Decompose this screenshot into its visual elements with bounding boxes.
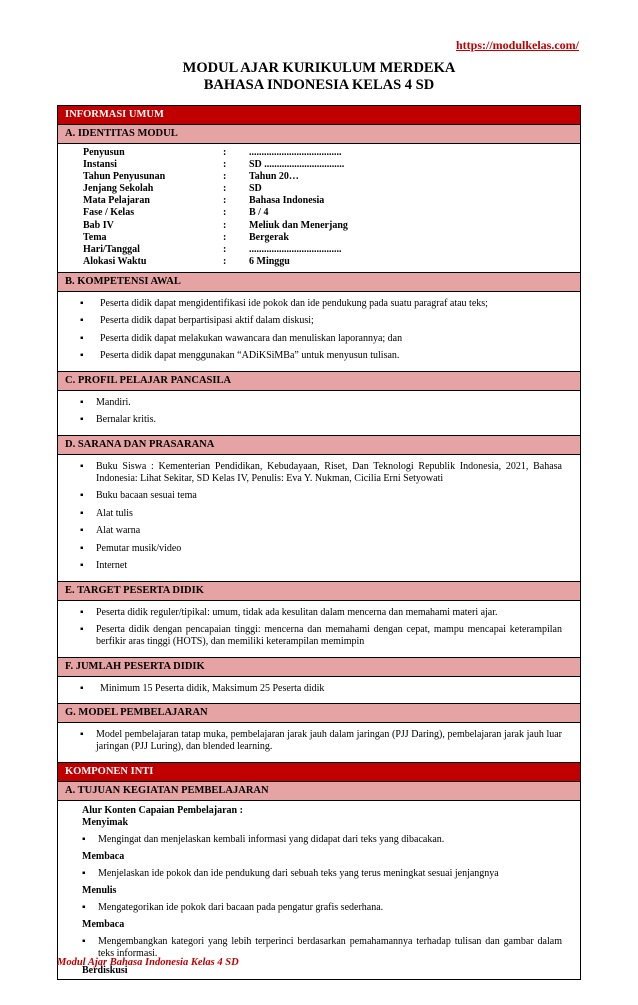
list-item: ▪ Buku Siswa : Kementerian Pendidikan, Kebudayaan, Riset, Dan Teknologi Republik Indonesia, 2021, Bahasa Indonesia: Lihat Sekitar, SD Kelas IV, Penulis: Eva Y. Nukman, Cicilia Erni Setyowati bbox=[80, 461, 562, 485]
list-item: ▪ Internet bbox=[80, 560, 562, 572]
identitas-table bbox=[58, 144, 580, 273]
site-url-link[interactable]: https://modulkelas.com/ bbox=[455, 38, 579, 52]
tujuan-body bbox=[58, 801, 580, 979]
sarana-list bbox=[58, 455, 580, 581]
membaca2-item: ▪ Mengembangkan kategori yang lebih terperinci berdasarkan pemahamannya terhadap tulisan dan gambar dalam teks informasi. bbox=[82, 936, 562, 960]
profil-body bbox=[58, 391, 580, 436]
identitas-value: ..................................... bbox=[249, 147, 342, 158]
model-heading: G. MODEL PEMBELAJARAN bbox=[58, 704, 580, 723]
jumlah-body bbox=[58, 677, 580, 705]
identitas-row bbox=[83, 220, 580, 232]
profil-heading: C. PROFIL PELAJAR PANCASILA bbox=[58, 372, 580, 391]
identitas-colon: : bbox=[223, 243, 227, 255]
identitas-value: B / 4 bbox=[249, 207, 269, 219]
alur-label: Alur Konten Capaian Pembelajaran : bbox=[82, 804, 243, 816]
kompetensi-heading: B. KOMPETENSI AWAL bbox=[58, 273, 580, 292]
identitas-value: Tahun 20… bbox=[249, 171, 299, 183]
identitas-value: 6 Minggu bbox=[249, 255, 290, 267]
list-item: ▪ Model pembelajaran tatap muka, pembelajaran jarak jauh dalam jaringan (PJJ Daring), pembelajaran jarak jauh luar jaringan (PJJ Luring), dan blended learning. bbox=[80, 729, 562, 753]
list-item: ▪ Peserta didik dapat melakukan wawancara dan menuliskan laporannya; dan bbox=[80, 333, 562, 345]
menyimak-label: Menyimak bbox=[82, 816, 129, 828]
identitas-colon: : bbox=[223, 147, 227, 158]
identitas-value: ..................................... bbox=[249, 243, 342, 255]
list-item: ▪ Peserta didik dengan pencapaian tinggi: mencerna dan memahami dengan cepat, mampu mencapai keterampilan berfikir aras tinggi (HOTS), dan memiliki keterampilan memimpin bbox=[80, 624, 562, 648]
identitas-value: SD ................................ bbox=[249, 159, 345, 171]
identitas-key: Hari/Tanggal bbox=[83, 243, 140, 255]
identitas-row bbox=[83, 147, 580, 159]
sarana-body bbox=[58, 455, 580, 582]
footer-text: Modul Ajar Bahasa Indonesia Kelas 4 SD bbox=[57, 957, 239, 968]
identitas-key: Fase / Kelas bbox=[83, 207, 135, 219]
model-body bbox=[58, 723, 580, 763]
berdiskusi-label: Berdiskusi bbox=[82, 964, 128, 976]
identitas-row bbox=[83, 232, 580, 244]
identitas-colon: : bbox=[223, 195, 227, 207]
identitas-key: Jenjang Sekolah bbox=[83, 183, 154, 195]
identitas-value: Bahasa Indonesia bbox=[249, 195, 325, 207]
menulis-item: ▪ Mengategorikan ide pokok dari bacaan pada pengatur grafis sederhana. bbox=[82, 902, 562, 914]
identitas-row bbox=[83, 159, 580, 171]
list-item: ▪ Peserta didik dapat menggunakan “ADiKSiMBa” untuk menyusun tulisan. bbox=[80, 350, 562, 362]
list-item: ▪ Alat tulis bbox=[80, 508, 562, 520]
identitas-key: Tahun Penyusunan bbox=[83, 171, 166, 183]
identitas-colon: : bbox=[223, 219, 227, 231]
list-item: ▪ Minimum 15 Peserta didik, Maksimum 25 Peserta didik bbox=[80, 683, 562, 695]
list-item: ▪ Bernalar kritis. bbox=[80, 414, 562, 426]
identitas-row bbox=[83, 244, 580, 256]
list-item: ▪ Peserta didik reguler/tipikal: umum, tidak ada kesulitan dalam mencerna dan memahami materi ajar. bbox=[80, 607, 562, 619]
identitas-colon: : bbox=[223, 207, 227, 219]
list-item: ▪ Peserta didik dapat mengidentifikasi ide pokok dan ide pendukung pada suatu paragraf atau teks; bbox=[80, 298, 562, 310]
identitas-key: Penyusun bbox=[83, 147, 125, 158]
target-heading: E. TARGET PESERTA DIDIK bbox=[58, 582, 580, 601]
identitas-colon: : bbox=[223, 255, 227, 267]
identitas-key: Alokasi Waktu bbox=[83, 255, 147, 267]
informasi-umum-header: INFORMASI UMUM bbox=[58, 106, 580, 125]
membaca2-label: Membaca bbox=[82, 918, 125, 930]
identitas-colon: : bbox=[223, 183, 227, 195]
title-line-2: BAHASA INDONESIA KELAS 4 SD bbox=[203, 77, 435, 93]
identitas-key: Mata Pelajaran bbox=[83, 195, 150, 207]
komponen-inti-header: KOMPONEN INTI bbox=[58, 763, 580, 782]
sarana-heading: D. SARANA DAN PRASARANA bbox=[58, 436, 580, 455]
membaca-label: Membaca bbox=[82, 850, 125, 862]
tujuan-heading: A. TUJUAN KEGIATAN PEMBELAJARAN bbox=[58, 782, 580, 801]
identitas-key: Instansi bbox=[83, 159, 117, 171]
page-title bbox=[0, 60, 638, 94]
jumlah-heading: F. JUMLAH PESERTA DIDIK bbox=[58, 658, 580, 677]
identitas-colon: : bbox=[223, 171, 227, 183]
identitas-row bbox=[83, 256, 580, 268]
identitas-heading: A. IDENTITAS MODUL bbox=[58, 125, 580, 144]
identitas-value: Bergerak bbox=[249, 231, 289, 243]
identitas-value: SD bbox=[249, 183, 262, 195]
list-item: ▪ Pemutar musik/video bbox=[80, 543, 562, 555]
list-item: ▪ Mandiri. bbox=[80, 397, 562, 409]
target-list bbox=[58, 601, 580, 657]
identitas-row bbox=[83, 195, 580, 207]
module-table bbox=[57, 105, 581, 980]
identitas-row bbox=[83, 183, 580, 195]
list-item: ▪ Buku bacaan sesuai tema bbox=[80, 490, 562, 502]
identitas-row bbox=[83, 171, 580, 183]
membaca-item: ▪ Menjelaskan ide pokok dan ide pendukung dari sebuah teks yang terus meningkat sesuai jenjangnya bbox=[82, 868, 562, 880]
identitas-colon: : bbox=[223, 159, 227, 171]
identitas-colon: : bbox=[223, 231, 227, 243]
target-body bbox=[58, 601, 580, 658]
profil-list bbox=[58, 391, 580, 435]
kompetensi-body bbox=[58, 292, 580, 372]
menyimak-item: ▪ Mengingat dan menjelaskan kembali informasi yang didapat dari teks yang dibacakan. bbox=[82, 834, 562, 846]
kompetensi-list bbox=[58, 292, 580, 371]
identitas-key: Bab IV bbox=[83, 219, 114, 231]
jumlah-list bbox=[58, 677, 580, 704]
list-item: ▪ Alat warna bbox=[80, 525, 562, 537]
model-list bbox=[58, 723, 580, 762]
title-line-1: MODUL AJAR KURIKULUM MERDEKA bbox=[182, 60, 456, 76]
identitas-row bbox=[83, 207, 580, 219]
list-item: ▪ Peserta didik dapat berpartisipasi aktif dalam diskusi; bbox=[80, 315, 562, 327]
menulis-label: Menulis bbox=[82, 884, 117, 896]
identitas-key: Tema bbox=[83, 231, 107, 243]
identitas-value: Meliuk dan Menerjang bbox=[249, 219, 348, 231]
